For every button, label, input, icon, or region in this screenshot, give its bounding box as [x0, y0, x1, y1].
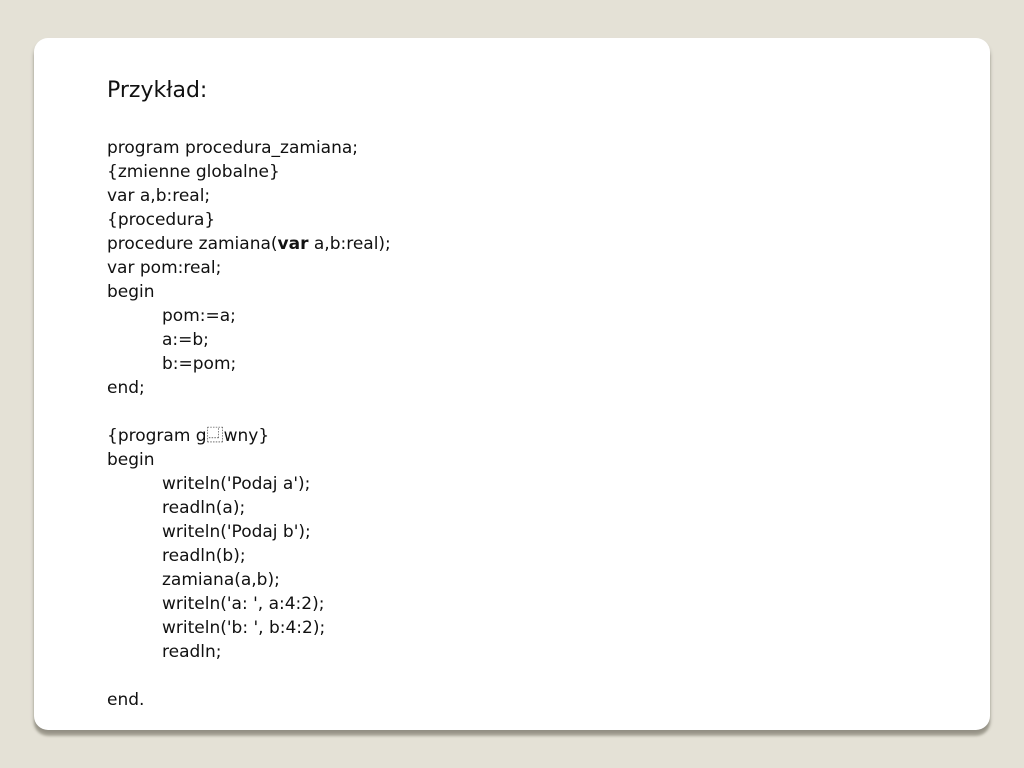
code-line: pom:=a;	[162, 306, 236, 326]
code-line	[107, 232, 391, 256]
code-line: writeln('b: ', b:4:2);	[162, 618, 326, 638]
slide	[34, 38, 990, 730]
code-line: readln;	[162, 642, 222, 662]
code-line: readln(b);	[162, 546, 246, 566]
code-blank-line	[107, 400, 391, 424]
code-line: var pom:real;	[107, 258, 222, 278]
code-line: writeln('Podaj a');	[162, 474, 311, 494]
code-blank-line	[107, 664, 391, 688]
code-line: begin	[107, 282, 155, 302]
code-line: readln(a);	[162, 498, 246, 518]
keyword-var: var	[277, 234, 309, 254]
code-line: writeln('a: ', a:4:2);	[162, 594, 325, 614]
code-line: {zmienne globalne}	[107, 162, 280, 182]
slide-title: Przykład:	[107, 78, 208, 103]
code-line: {procedura}	[107, 210, 216, 230]
code-text: procedure zamiana(	[107, 234, 278, 254]
code-line: begin	[107, 450, 155, 470]
code-text: a,b:real);	[308, 234, 391, 254]
code-line: var a,b:real;	[107, 186, 211, 206]
code-line: {program g⿽wny}	[107, 426, 270, 446]
code-line: zamiana(a,b);	[162, 570, 280, 590]
code-line: end;	[107, 378, 145, 398]
code-line: program procedura_zamiana;	[107, 138, 359, 158]
code-line: writeln('Podaj b');	[162, 522, 311, 542]
code-line: a:=b;	[162, 330, 209, 350]
code-line: end.	[107, 690, 145, 710]
code-listing	[107, 136, 391, 712]
code-line: b:=pom;	[162, 354, 237, 374]
